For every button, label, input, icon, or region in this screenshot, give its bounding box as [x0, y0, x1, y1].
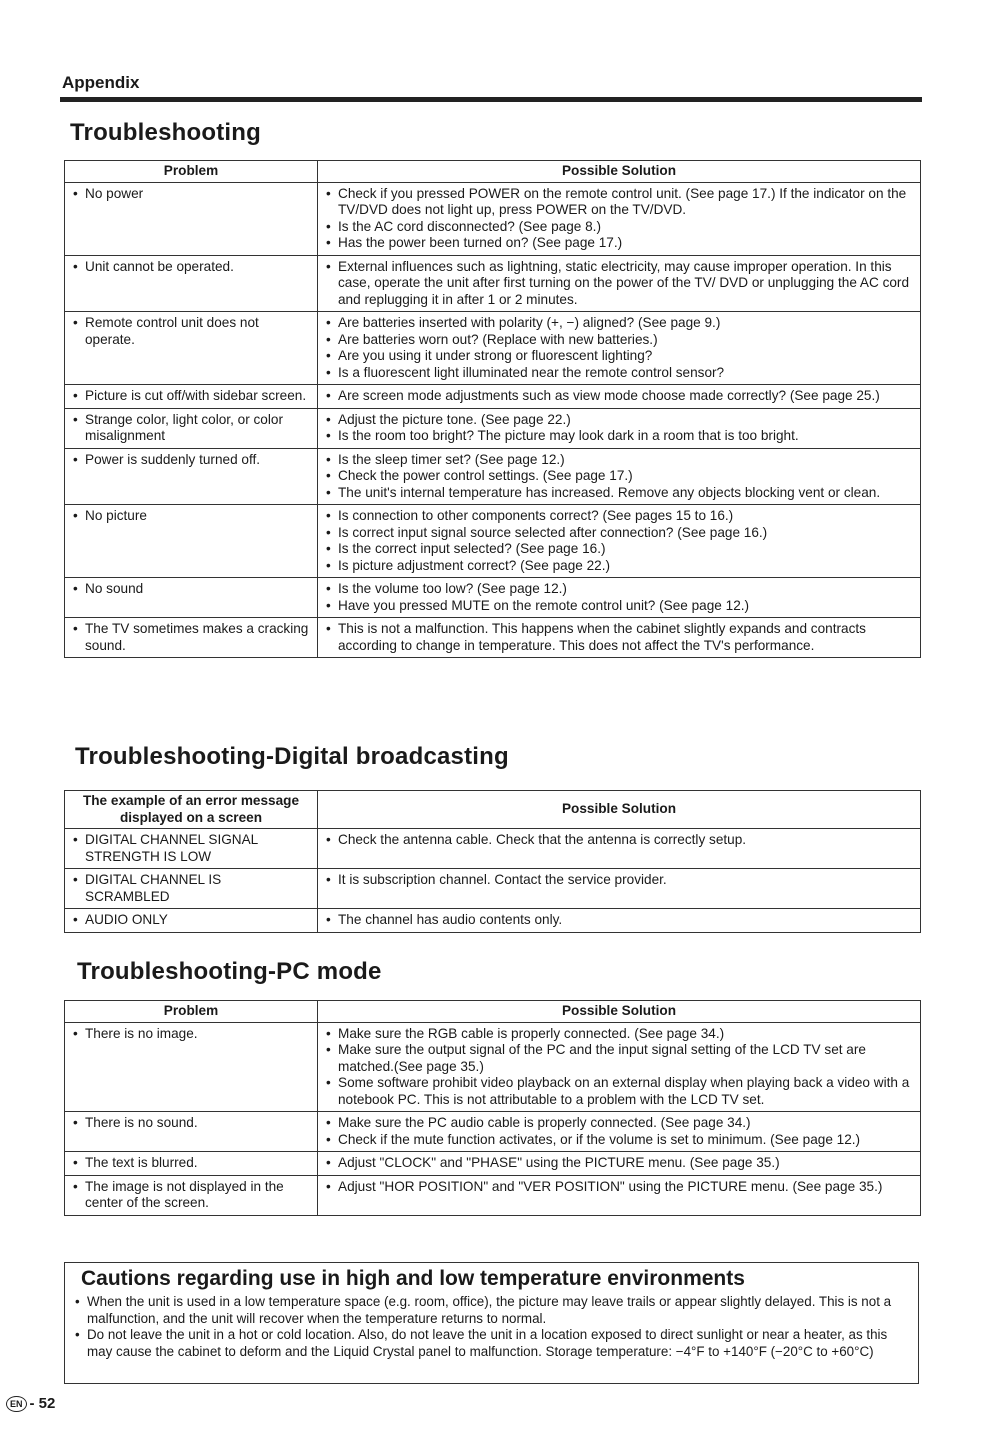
column-header-problem: Problem	[65, 1001, 318, 1023]
table-row	[65, 618, 921, 658]
solution-item: • Have you pressed MUTE on the remote control unit? (See page 12.)	[326, 598, 912, 615]
table-row	[65, 255, 921, 312]
solution-item: • It is subscription channel. Contact the service provider.	[326, 872, 912, 889]
column-header-solution: Possible Solution	[318, 161, 921, 183]
solution-item: • Has the power been turned on? (See page 17.)	[326, 235, 912, 252]
solution-item: • Are screen mode adjustments such as view mode choose made correctly? (See page 25.)	[326, 388, 912, 405]
page-number	[6, 1395, 55, 1412]
table-row	[65, 1022, 921, 1112]
problem-text: • There is no image.	[73, 1026, 309, 1043]
caution-item: • When the unit is used in a low temperature space (e.g. room, office), the picture may leave trails or appear slightly delayed. This is not a malfunction, and the unit will recover when the temperature returns to normal.	[75, 1294, 908, 1327]
problem-text: • The TV sometimes makes a cracking sound.	[73, 621, 309, 654]
problem-text: • No sound	[73, 581, 309, 598]
problem-text: • No picture	[73, 508, 309, 525]
digital-table	[64, 790, 921, 933]
table-row	[65, 408, 921, 448]
table-row	[65, 1175, 921, 1215]
solution-item: • Check if the mute function activates, or if the volume is set to minimum. (See page 12.)	[326, 1132, 912, 1149]
table-row	[65, 1112, 921, 1152]
solution-item: • Adjust "HOR POSITION" and "VER POSITION" using the PICTURE menu. (See page 35.)	[326, 1179, 912, 1196]
solution-item: • This is not a malfunction. This happens when the cabinet slightly expands and contracts according to change in temperature. This does not affect the TV's performance.	[326, 621, 912, 654]
solution-item: • External influences such as lightning, static electricity, may cause improper operation. In this case, operate the unit after first turning on the power of the TV/ DVD or unplugging the AC cord and replugging it in after 1 or 2 minutes.	[326, 259, 912, 309]
solution-item: • Make sure the RGB cable is properly connected. (See page 34.)	[326, 1026, 912, 1043]
solution-item: • Make sure the output signal of the PC and the input signal setting of the LCD TV set are matched.(See page 35.)	[326, 1042, 912, 1075]
solution-item: • Is connection to other components correct? (See pages 15 to 16.)	[326, 508, 912, 525]
problem-text: • Unit cannot be operated.	[73, 259, 309, 276]
section-label: Appendix	[62, 73, 140, 92]
solution-item: • Are batteries inserted with polarity (+, −) aligned? (See page 9.)	[326, 315, 912, 332]
table-row	[65, 385, 921, 409]
solution-item: • Are you using it under strong or fluorescent lighting?	[326, 348, 912, 365]
problem-text: • Picture is cut off/with sidebar screen.	[73, 388, 309, 405]
table-row	[65, 1152, 921, 1176]
cautions-box	[64, 1262, 919, 1384]
error-message: • AUDIO ONLY	[73, 912, 309, 929]
solution-item: • Is a fluorescent light illuminated near the remote control sensor?	[326, 365, 912, 382]
problem-text: • The text is blurred.	[73, 1155, 309, 1172]
table-row	[65, 829, 921, 869]
solution-item: • Check if you pressed POWER on the remote control unit. (See page 17.) If the indicator on the TV/DVD does not light up, press POWER on the TV/DVD.	[326, 186, 912, 219]
solution-item: • Is the correct input selected? (See page 16.)	[326, 541, 912, 558]
table-row	[65, 869, 921, 909]
solution-item: • Some software prohibit video playback on an external display when playing back a video with a notebook PC. This is not attributable to a problem with the LCD TV set.	[326, 1075, 912, 1108]
column-header-problem: Problem	[65, 161, 318, 183]
solution-item: • Is the sleep timer set? (See page 12.)	[326, 452, 912, 469]
solution-item: • Is the room too bright? The picture may look dark in a room that is too bright.	[326, 428, 912, 445]
header-rule	[60, 97, 922, 102]
error-message: • DIGITAL CHANNEL IS SCRAMBLED	[73, 872, 309, 905]
problem-text: • No power	[73, 186, 309, 203]
table-row	[65, 909, 921, 933]
troubleshooting-title: Troubleshooting	[70, 119, 261, 146]
solution-item: • Is correct input signal source selected after connection? (See page 16.)	[326, 525, 912, 542]
column-header-solution: Possible Solution	[318, 1001, 921, 1023]
problem-text: • There is no sound.	[73, 1115, 309, 1132]
solution-item: • Adjust the picture tone. (See page 22.)	[326, 412, 912, 429]
troubleshooting-table	[64, 160, 921, 658]
solution-item: • Check the power control settings. (See page 17.)	[326, 468, 912, 485]
solution-item: • Make sure the PC audio cable is properly connected. (See page 34.)	[326, 1115, 912, 1132]
column-header-solution: Possible Solution	[318, 791, 921, 829]
table-row	[65, 312, 921, 385]
language-mark-icon: EN	[6, 1396, 27, 1412]
page-number-text: - 52	[29, 1395, 56, 1412]
solution-item: • The channel has audio contents only.	[326, 912, 912, 929]
problem-text: • Strange color, light color, or color misalignment	[73, 412, 309, 445]
solution-item: • Are batteries worn out? (Replace with new batteries.)	[326, 332, 912, 349]
solution-item: • The unit's internal temperature has increased. Remove any objects blocking vent or clean.	[326, 485, 912, 502]
problem-text: • Power is suddenly turned off.	[73, 452, 309, 469]
error-message: • DIGITAL CHANNEL SIGNAL STRENGTH IS LOW	[73, 832, 309, 865]
table-row	[65, 448, 921, 505]
pc-table	[64, 1000, 921, 1216]
caution-item: • Do not leave the unit in a hot or cold location. Also, do not leave the unit in a location exposed to direct sunlight or near a heater, as this may cause the cabinet to deform and the Liquid Crystal panel to malfunction. Storage temperature: −4°F to +140°F (−20°C to +60°C)	[75, 1327, 908, 1360]
pc-title: Troubleshooting-PC mode	[77, 958, 382, 985]
column-header-error: The example of an error message displayed on a screen	[65, 791, 318, 829]
table-row	[65, 505, 921, 578]
table-row	[65, 182, 921, 255]
solution-item: • Adjust "CLOCK" and "PHASE" using the PICTURE menu. (See page 35.)	[326, 1155, 912, 1172]
solution-item: • Is the volume too low? (See page 12.)	[326, 581, 912, 598]
solution-item: • Is the AC cord disconnected? (See page 8.)	[326, 219, 912, 236]
table-row	[65, 578, 921, 618]
digital-title: Troubleshooting-Digital broadcasting	[75, 743, 509, 770]
cautions-title: Cautions regarding use in high and low temperature environments	[81, 1267, 745, 1290]
solution-item: • Check the antenna cable. Check that the antenna is correctly setup.	[326, 832, 912, 849]
problem-text: • The image is not displayed in the center of the screen.	[73, 1179, 309, 1212]
problem-text: • Remote control unit does not operate.	[73, 315, 309, 348]
solution-item: • Is picture adjustment correct? (See page 22.)	[326, 558, 912, 575]
